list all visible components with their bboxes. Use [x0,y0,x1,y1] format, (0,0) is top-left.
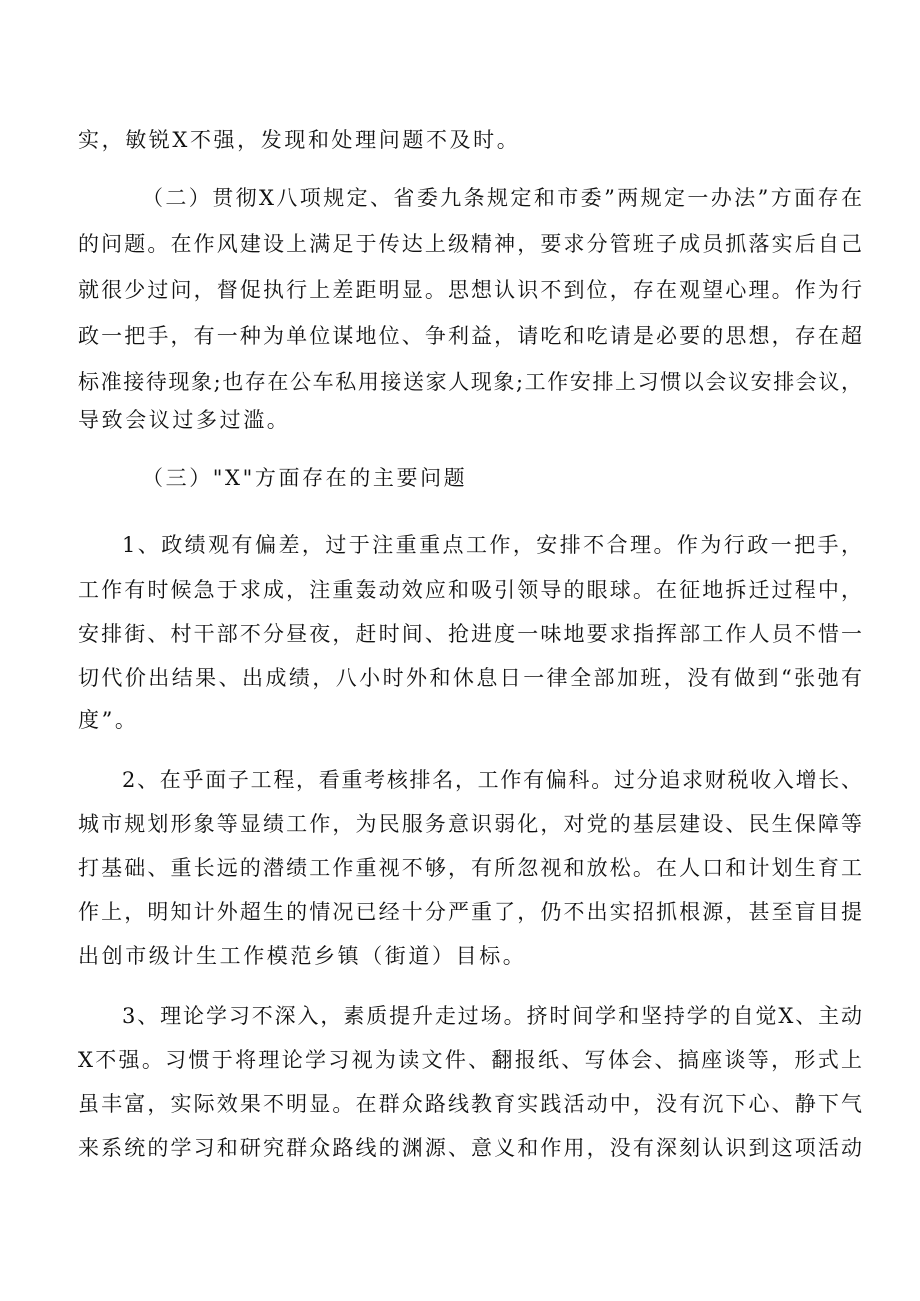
text-line: 切代价出结果、出成绩，八小时外和休息日一律全部加班，没有做到“张弛有 [78,666,862,690]
item-1-first-line: 1、政绩观有偏差，过于注重重点工作，安排不合理。作为行政一把手， [122,533,862,557]
text-line: 来系统的学习和研究群众路线的渊源、意义和作用，没有深刻认识到这项活动 [78,1136,862,1160]
text-line: 就很少过问，督促执行上差距明显。思想认识不到位，存在观望心理。作为行 [78,278,862,302]
text-line: 虽丰富，实际效果不明显。在群众路线教育实践活动中，没有沉下心、静下气 [78,1092,862,1116]
text-line: 工作有时候急于求成，注重轰动效应和吸引领导的眼球。在征地拆迁过程中， [78,578,862,602]
text-line: 标准接待现象;也存在公车私用接送家人现象;工作安排上习惯以会议安排会议， [78,370,862,394]
section-heading-3: （三）"X"方面存在的主要问题 [142,466,468,490]
text-line: 作上，明知计外超生的情况已经十分严重了，仍不出实招抓根源，甚至盲目提 [78,900,862,924]
text-line: 城市规划形象等显绩工作，为民服务意识弱化，对党的基层建设、民生保障等 [78,812,862,836]
text-line: 打基础、重长远的潜绩工作重视不够，有所忽视和放松。在人口和计划生育工 [78,856,862,880]
text-line: 安排街、村干部不分昼夜，赶时间、抢进度一味地要求指挥部工作人员不惜一 [78,622,862,646]
text-line: 出创市级计生工作模范乡镇（街道）目标。 [78,944,527,968]
section-heading-2: （二）贯彻X八项规定、省委九条规定和市委”两规定一办法”方面存在 [142,186,862,210]
item-3-first-line: 3、理论学习不深入，素质提升走过场。挤时间学和坚持学的自觉X、主动 [122,1004,862,1028]
text-line: X不强。习惯于将理论学习视为读文件、翻报纸、写体会、搞座谈等，形式上 [78,1048,862,1072]
text-line: 实，敏锐X不强，发现和处理问题不及时。 [78,128,521,152]
text-line: 的问题。在作风建设上满足于传达上级精神，要求分管班子成员抓落实后自己 [78,232,862,256]
item-2-first-line: 2、在乎面子工程，看重考核排名，工作有偏科。过分追求财税收入增长、 [122,768,862,792]
text-line: 导致会议过多过滥。 [78,408,291,432]
text-line: 度”。 [78,708,139,732]
text-line: 政一把手，有一种为单位谋地位、争利益，请吃和吃请是必要的思想，存在超 [78,324,862,348]
